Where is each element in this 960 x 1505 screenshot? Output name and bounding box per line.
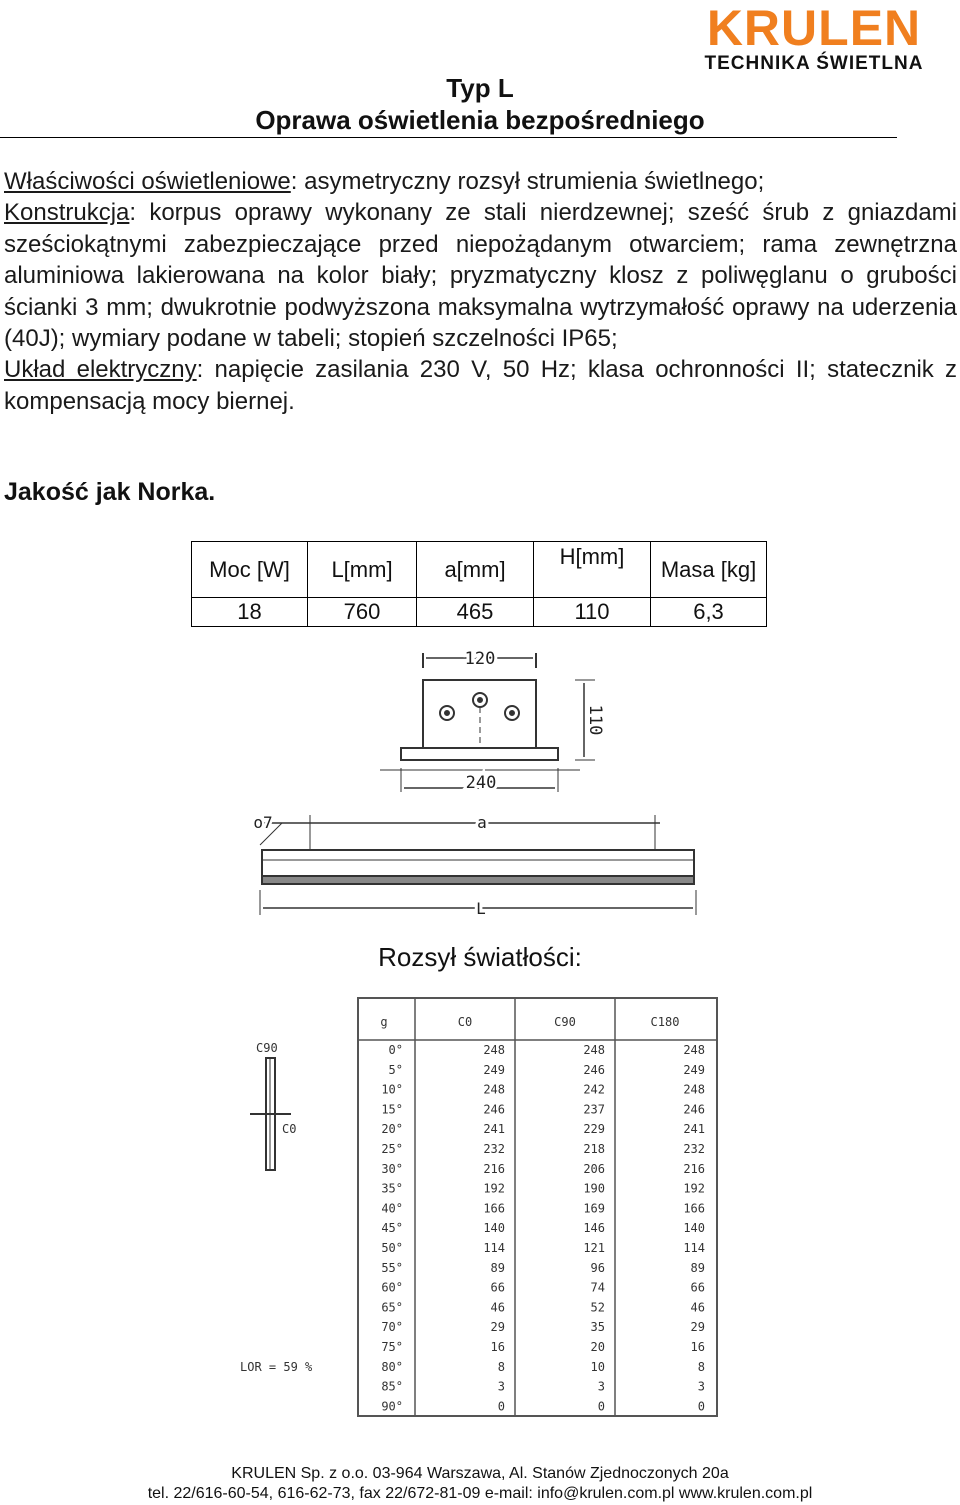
spacing-label: a: [477, 813, 487, 832]
length-label: L: [476, 899, 486, 918]
distribution-value: 29: [490, 1320, 505, 1335]
distribution-value: 114: [683, 1241, 705, 1255]
distribution-value: 249: [683, 1062, 705, 1077]
quality-statement: Jakość jak Norka.: [4, 478, 216, 506]
hole-label: o7: [253, 813, 273, 832]
distribution-value: 89: [490, 1260, 505, 1275]
distribution-value: 46: [490, 1300, 505, 1315]
distribution-value: 10: [590, 1359, 605, 1374]
header-power: Moc [W]: [192, 542, 308, 598]
distribution-value: 232: [483, 1142, 505, 1156]
dim-height: 110: [585, 704, 605, 736]
distribution-angle: 40°: [381, 1201, 403, 1216]
distribution-header-c180: C180: [650, 1015, 680, 1029]
cell-length: 760: [308, 598, 417, 627]
distribution-value: 237: [583, 1102, 605, 1117]
orientation-legend: [250, 1058, 291, 1170]
distribution-angle: 70°: [381, 1320, 403, 1335]
distribution-value: 229: [583, 1122, 605, 1137]
distribution-value: 166: [683, 1201, 705, 1216]
distribution-value: 8: [497, 1359, 505, 1374]
lighting-properties-label: Właściwości oświetleniowe: [4, 168, 291, 195]
distribution-value: 8: [697, 1359, 705, 1374]
distribution-value: 206: [583, 1161, 605, 1176]
distribution-angle: 55°: [381, 1260, 403, 1275]
distribution-value: 74: [590, 1280, 605, 1295]
distribution-value: 66: [690, 1280, 705, 1295]
distribution-header-g: g: [380, 1015, 388, 1029]
lighting-properties-text: : asymetryczny rozsył strumienia świetlnego;: [290, 168, 765, 195]
distribution-angle: 85°: [381, 1379, 403, 1394]
distribution-value: 16: [690, 1340, 705, 1354]
distribution-angle: 45°: [381, 1221, 403, 1236]
distribution-value: 0: [697, 1399, 705, 1414]
construction-text: : korpus oprawy wykonany ze stali nierdzewnej; sześć śrub z gniazdami sześciokątnymi zabezpieczające przed niepożądanym otwarciem; rama zewnętrzna aluminiowa lakierowana na kolor biały; pryzmatyczny klosz z poliwęglanu o grubości ścianki 3 mm; dwukrotnie podwyższona maksymalna wytrzymałość oprawy na uderzenia (40J); wymiary podane w tabeli; stopień szczelności IP65;: [4, 199, 957, 353]
distribution-value: 249: [483, 1062, 505, 1077]
header-height: H[mm]: [534, 542, 651, 598]
logo-brand: KRULEN: [706, 0, 922, 56]
distribution-value: 216: [683, 1161, 705, 1176]
distribution-angle: 80°: [381, 1359, 403, 1374]
distribution-angle: 25°: [381, 1142, 403, 1156]
distribution-value: 246: [483, 1102, 505, 1117]
distribution-value: 140: [483, 1221, 505, 1236]
distribution-value: 96: [590, 1260, 605, 1275]
construction-label: Konstrukcja: [4, 199, 130, 227]
distribution-value: 35: [590, 1320, 605, 1335]
title-description: Oprawa oświetlenia bezpośredniego: [255, 105, 705, 135]
distribution-value: 246: [683, 1102, 705, 1117]
distribution-value: 46: [690, 1300, 705, 1315]
distribution-angle: 35°: [381, 1181, 403, 1196]
distribution-value: 190: [583, 1181, 605, 1196]
distribution-title: Rozsył światłości:: [378, 942, 582, 972]
distribution-value: 52: [590, 1300, 605, 1315]
distribution-value: 166: [483, 1201, 505, 1216]
header-spacing: a[mm]: [417, 542, 534, 598]
dim-width-top: 120: [464, 649, 496, 669]
distribution-header-c90: C90: [554, 1015, 576, 1029]
footer-contact: tel. 22/616-60-54, 616-62-73, fax 22/672-81-09 e-mail: info@krulen.com.pl www.krulen.com.pl: [147, 1485, 813, 1502]
distribution-rows: [380, 1015, 705, 1413]
distribution-value: 16: [490, 1340, 505, 1354]
distribution-value: 232: [683, 1142, 705, 1156]
distribution-angle: 5°: [388, 1062, 403, 1077]
distribution-angle: 90°: [381, 1399, 403, 1414]
header-length: L[mm]: [308, 542, 417, 598]
distribution-value: 29: [690, 1320, 705, 1335]
distribution-angle: 65°: [381, 1300, 403, 1315]
distribution-value: 121: [583, 1241, 605, 1255]
distribution-value: 248: [583, 1043, 605, 1057]
distribution-value: 66: [490, 1280, 505, 1295]
distribution-header-c0: C0: [457, 1015, 473, 1029]
distribution-angle: 30°: [381, 1161, 403, 1176]
distribution-value: 169: [583, 1201, 605, 1216]
distribution-value: 241: [683, 1122, 705, 1137]
distribution-value: 3: [597, 1379, 605, 1394]
distribution-value: 140: [683, 1221, 705, 1236]
footer-address: KRULEN Sp. z o.o. 03-964 Warszawa, Al. Stanów Zjednoczonych 20a: [231, 1465, 729, 1482]
distribution-angle: 0°: [388, 1043, 403, 1057]
distribution-value: 248: [483, 1043, 505, 1057]
distribution-value: 20: [590, 1340, 605, 1354]
distribution-value: 89: [690, 1260, 705, 1275]
distribution-angle: 20°: [381, 1122, 403, 1137]
legend-c0: C0: [282, 1122, 297, 1136]
distribution-table-frame: [358, 998, 717, 1416]
distribution-angle: 10°: [381, 1082, 403, 1097]
distribution-value: 248: [683, 1043, 705, 1057]
distribution-angle: 60°: [381, 1280, 403, 1295]
title-type: Typ L: [446, 73, 514, 103]
distribution-value: 192: [483, 1181, 505, 1196]
distribution-value: 248: [683, 1082, 705, 1097]
cell-power: 18: [192, 598, 308, 627]
distribution-value: 114: [483, 1241, 505, 1255]
dim-width-base: 240: [465, 773, 497, 793]
electrical-system-text: : napięcie zasilania 230 V, 50 Hz; klasa ochronności II; statecznik z kompensacją mocy biernej.: [4, 356, 958, 415]
header-mass: Masa [kg]: [651, 542, 767, 598]
cell-spacing: 465: [417, 598, 534, 627]
page-footer: [0, 1464, 960, 1504]
distribution-angle: 75°: [381, 1340, 403, 1354]
electrical-system-label: Układ elektryczny: [4, 356, 197, 384]
distribution-value: 248: [483, 1082, 505, 1097]
logo-tagline: TECHNIKA ŚWIETLNA: [704, 53, 924, 74]
distribution-value: 146: [583, 1221, 605, 1236]
distribution-value: 241: [483, 1122, 505, 1137]
distribution-value: 218: [583, 1142, 605, 1156]
cell-mass: 6,3: [651, 598, 767, 627]
distribution-value: 3: [697, 1379, 705, 1394]
lor-value: LOR = 59 %: [240, 1360, 313, 1374]
legend-c90: C90: [256, 1041, 278, 1055]
distribution-angle: 50°: [381, 1241, 403, 1255]
distribution-value: 0: [497, 1399, 505, 1414]
distribution-angle: 15°: [381, 1102, 403, 1117]
distribution-value: 0: [597, 1399, 605, 1414]
cell-height: 110: [534, 598, 651, 627]
distribution-value: 192: [683, 1181, 705, 1196]
distribution-value: 242: [583, 1082, 605, 1097]
distribution-value: 3: [497, 1379, 505, 1394]
distribution-value: 246: [583, 1062, 605, 1077]
distribution-value: 216: [483, 1161, 505, 1176]
